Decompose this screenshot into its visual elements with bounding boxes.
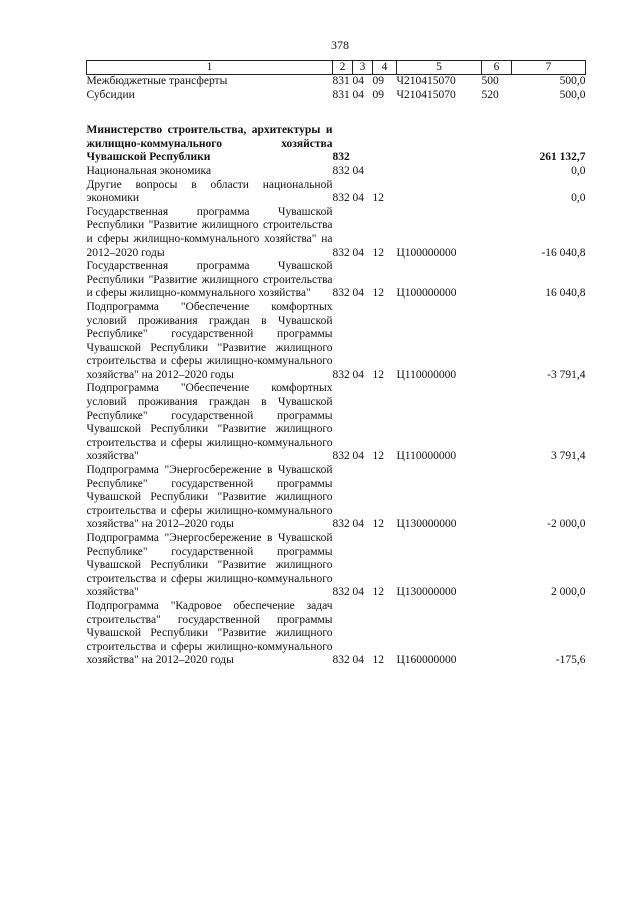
row-section-code: 04 xyxy=(352,164,364,177)
row-name: Государственная программа Чувашской Республики "Развитие жилищного строительства и сферы жилищно-коммунального хозяйства" на 2012–2020 годы xyxy=(86,205,333,259)
row-amount: -16 040,8 xyxy=(541,246,586,259)
row-expense-type xyxy=(482,260,512,301)
row-expense-type xyxy=(482,600,512,668)
row-subsection-code: 12 xyxy=(372,450,384,463)
row-expense-type xyxy=(482,301,512,383)
row-target-article xyxy=(397,124,482,165)
row-section-code: 04 xyxy=(352,88,364,101)
row-target-article: Ц110000000 xyxy=(396,368,457,381)
row-target-article: Ч210415070 xyxy=(396,75,456,87)
row-amount: -175,6 xyxy=(555,654,586,667)
row-subsection-code: 09 xyxy=(372,88,384,101)
row-amount: 2 000,0 xyxy=(551,586,586,599)
table-row-ministry xyxy=(87,124,586,165)
row-expense-type xyxy=(482,179,512,206)
header-col-7: 7 xyxy=(512,61,586,75)
row-amount: 16 040,8 xyxy=(545,287,586,300)
row-amount: 0,0 xyxy=(571,192,586,205)
row-target-article: Ц100000000 xyxy=(396,287,457,300)
table-row xyxy=(87,301,586,383)
budget-table xyxy=(86,60,586,668)
row-subsection-code: 12 xyxy=(372,586,384,599)
row-ministry-code: 832 xyxy=(332,450,350,463)
row-name: Министерство строительства, архитектуры и жилищно-коммунального хозяйства Чувашской Республики xyxy=(86,124,333,164)
table-row xyxy=(87,260,586,301)
row-section-code: 04 xyxy=(352,450,364,463)
table-row xyxy=(87,600,586,668)
row-ministry-code: 832 xyxy=(332,164,350,177)
header-col-6: 6 xyxy=(482,61,512,75)
page-number: 378 xyxy=(331,38,349,52)
row-target-article: Ц110000000 xyxy=(396,450,457,463)
row-target-article: Ц130000000 xyxy=(396,518,457,531)
row-amount: -2 000,0 xyxy=(547,518,586,531)
table-row xyxy=(87,75,586,89)
table-row xyxy=(87,89,586,103)
row-name: Подпрограмма "Энергосбережение в Чувашской Республике" государственной программы Чувашской Республики "Развитие жилищного строительства и сферы жилищно-коммунального хозяйства" на 2012–2020 годы xyxy=(86,464,333,531)
table-header-row xyxy=(87,61,586,75)
row-amount: 3 791,4 xyxy=(551,450,586,463)
row-ministry-code: 831 xyxy=(332,75,350,87)
row-subsection-code: 12 xyxy=(372,246,384,259)
header-col-3: 3 xyxy=(353,61,373,75)
row-ministry-code: 832 xyxy=(332,287,350,300)
row-expense-type: 520 xyxy=(481,88,499,101)
row-target-article xyxy=(397,179,482,206)
row-ministry-code: 832 xyxy=(332,586,350,599)
row-name: Подпрограмма "Энергосбережение в Чувашской Республике" государственной программы Чувашской Республики "Развитие жилищного строительства и сферы жилищно-коммунального хозяйства" xyxy=(86,532,333,599)
table-row xyxy=(87,382,586,464)
row-section-code: 04 xyxy=(352,75,364,87)
row-subsection-code: 12 xyxy=(372,192,384,205)
row-section-code: 04 xyxy=(352,518,364,531)
table-row xyxy=(87,206,586,260)
header-col-4: 4 xyxy=(373,61,397,75)
row-amount: 261 132,7 xyxy=(539,151,586,164)
row-name: Подпрограмма "Обеспечение комфортных условий проживания граждан в Чувашской Республике" государственной программы Чувашской Республики "Развитие жилищного строительства и сферы жилищно-коммунального хозяйства" xyxy=(86,382,333,463)
row-name: Другие вопросы в области национальной экономики xyxy=(86,178,333,205)
row-ministry-code: 832 xyxy=(332,151,350,164)
row-target-article: Ч210415070 xyxy=(396,88,456,101)
row-name: Национальная экономика xyxy=(86,164,212,177)
table-row xyxy=(87,464,586,532)
row-target-article: Ц100000000 xyxy=(396,246,457,259)
row-subsection-code: 12 xyxy=(372,368,384,381)
row-target-article xyxy=(397,165,482,179)
table-spacer-row xyxy=(87,102,586,124)
header-col-2: 2 xyxy=(333,61,353,75)
row-name: Субсидии xyxy=(86,88,135,101)
row-expense-type xyxy=(482,532,512,600)
row-subsection-code: 09 xyxy=(372,75,384,87)
table-row xyxy=(87,532,586,600)
row-ministry-code: 832 xyxy=(332,246,350,259)
row-section-code: 04 xyxy=(352,654,364,667)
row-subsection-code xyxy=(373,165,397,179)
row-ministry-code: 831 xyxy=(332,88,350,101)
header-col-1: 1 xyxy=(87,61,333,75)
row-expense-type xyxy=(482,382,512,464)
row-target-article: Ц160000000 xyxy=(396,654,457,667)
table-row xyxy=(87,179,586,206)
row-section-code xyxy=(353,124,373,165)
row-expense-type xyxy=(482,124,512,165)
row-amount: 500,0 xyxy=(559,88,586,101)
row-ministry-code: 832 xyxy=(332,518,350,531)
row-section-code: 04 xyxy=(352,246,364,259)
row-subsection-code: 12 xyxy=(372,654,384,667)
row-section-code: 04 xyxy=(352,192,364,205)
row-expense-type xyxy=(482,206,512,260)
row-amount: -3 791,4 xyxy=(547,368,586,381)
row-section-code: 04 xyxy=(352,586,364,599)
row-name: Подпрограмма "Обеспечение комфортных условий проживания граждан в Чувашской Республике" государственной программы Чувашской Республики "Развитие жилищного строительства и сферы жилищно-коммунального хозяйства" на 2012–2020 годы xyxy=(86,300,333,381)
row-subsection-code xyxy=(373,124,397,165)
spacer-cell xyxy=(87,102,333,124)
table-row xyxy=(87,165,586,179)
row-name: Подпрограмма "Кадровое обеспечение задач строительства" государственной программы Чувашской Республики "Развитие жилищного строительства и сферы жилищно-коммунального хозяйства" на 2012–2020 годы xyxy=(86,599,333,667)
row-target-article: Ц130000000 xyxy=(396,586,457,599)
row-ministry-code: 832 xyxy=(332,654,350,667)
row-expense-type xyxy=(482,165,512,179)
row-expense-type xyxy=(482,464,512,532)
row-name: Государственная программа Чувашской Республики "Развитие жилищного строительства и сферы жилищно-коммунального хозяйства" xyxy=(86,260,333,300)
row-expense-type: 500 xyxy=(481,75,499,87)
row-subsection-code: 12 xyxy=(372,518,384,531)
row-amount: 0,0 xyxy=(571,164,586,177)
row-subsection-code: 12 xyxy=(372,287,384,300)
row-ministry-code: 832 xyxy=(332,192,350,205)
row-ministry-code: 832 xyxy=(332,368,350,381)
row-name: Межбюджетные трансферты xyxy=(86,75,228,87)
row-section-code: 04 xyxy=(352,287,364,300)
row-amount: 500,0 xyxy=(559,75,586,87)
row-section-code: 04 xyxy=(352,368,364,381)
header-col-5: 5 xyxy=(397,61,482,75)
